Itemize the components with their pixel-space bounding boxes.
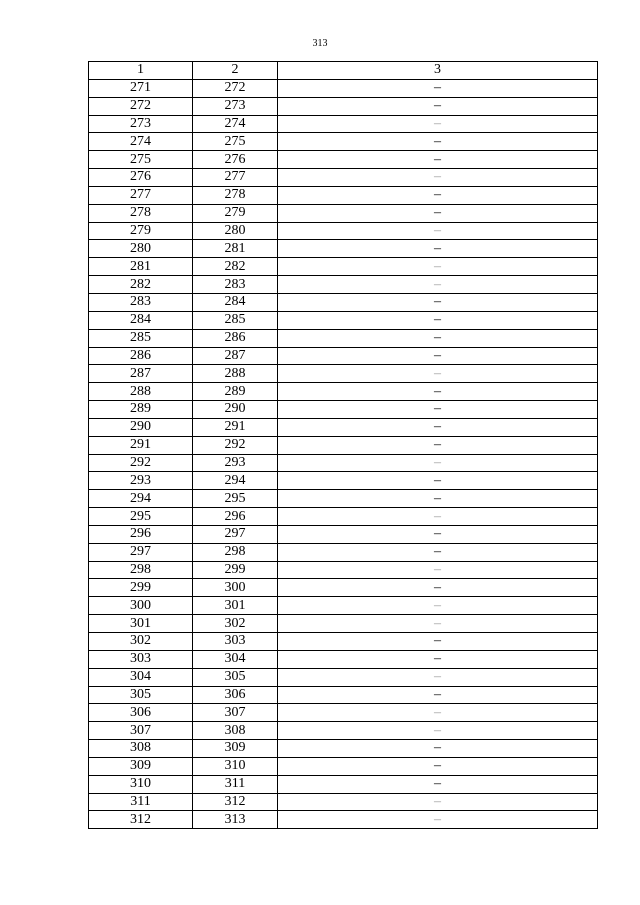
cell-col-1: 301: [89, 615, 193, 633]
cell-col-1: 273: [89, 115, 193, 133]
table-row: [89, 97, 598, 115]
cell-col-2: 283: [193, 276, 278, 294]
cell-col-1: 278: [89, 204, 193, 222]
cell-col-2: 291: [193, 418, 278, 436]
cell-col-3: –: [278, 508, 598, 526]
table-row: [89, 633, 598, 651]
table-row: [89, 383, 598, 401]
cell-col-1: 307: [89, 722, 193, 740]
cell-col-3: –: [278, 793, 598, 811]
cell-col-3: –: [278, 240, 598, 258]
table-row: [89, 740, 598, 758]
column-header-3: 3: [278, 62, 598, 80]
cell-col-2: 307: [193, 704, 278, 722]
cell-col-1: 285: [89, 329, 193, 347]
cell-col-2: 279: [193, 204, 278, 222]
cell-col-2: 305: [193, 668, 278, 686]
cell-col-3: –: [278, 525, 598, 543]
table-row: [89, 204, 598, 222]
table-row: [89, 722, 598, 740]
cell-col-1: 297: [89, 543, 193, 561]
cell-col-2: 272: [193, 79, 278, 97]
cell-col-1: 271: [89, 79, 193, 97]
table-row: [89, 472, 598, 490]
table-row: [89, 454, 598, 472]
cell-col-1: 303: [89, 650, 193, 668]
cell-col-2: 311: [193, 775, 278, 793]
table-row: [89, 329, 598, 347]
cell-col-3: –: [278, 222, 598, 240]
cell-col-1: 291: [89, 436, 193, 454]
cell-col-1: 286: [89, 347, 193, 365]
cell-col-3: –: [278, 79, 598, 97]
cell-col-3: –: [278, 686, 598, 704]
cell-col-3: –: [278, 133, 598, 151]
table-row: [89, 615, 598, 633]
cell-col-1: 274: [89, 133, 193, 151]
cell-col-1: 292: [89, 454, 193, 472]
cell-col-1: 289: [89, 401, 193, 419]
cell-col-2: 293: [193, 454, 278, 472]
cell-col-2: 304: [193, 650, 278, 668]
cell-col-2: 274: [193, 115, 278, 133]
cell-col-2: 295: [193, 490, 278, 508]
cell-col-3: –: [278, 615, 598, 633]
cell-col-2: 287: [193, 347, 278, 365]
table-row: [89, 525, 598, 543]
cell-col-2: 289: [193, 383, 278, 401]
page-number: 313: [312, 38, 328, 49]
table-row: [89, 436, 598, 454]
cell-col-1: 295: [89, 508, 193, 526]
cell-col-2: 300: [193, 579, 278, 597]
cell-col-2: 280: [193, 222, 278, 240]
cell-col-1: 281: [89, 258, 193, 276]
table-row: [89, 757, 598, 775]
table-row: [89, 686, 598, 704]
table-row: [89, 365, 598, 383]
cell-col-2: 276: [193, 151, 278, 169]
cell-col-1: 302: [89, 633, 193, 651]
cell-col-2: 312: [193, 793, 278, 811]
cell-col-3: –: [278, 704, 598, 722]
cell-col-3: –: [278, 186, 598, 204]
cell-col-3: –: [278, 811, 598, 829]
table-row: [89, 704, 598, 722]
cell-col-2: 313: [193, 811, 278, 829]
cell-col-2: 296: [193, 508, 278, 526]
table-row: [89, 597, 598, 615]
cell-col-1: 308: [89, 740, 193, 758]
cell-col-2: 282: [193, 258, 278, 276]
table-row: [89, 222, 598, 240]
cell-col-3: –: [278, 472, 598, 490]
cell-col-2: 286: [193, 329, 278, 347]
cell-col-2: 309: [193, 740, 278, 758]
cell-col-3: –: [278, 722, 598, 740]
cell-col-2: 284: [193, 293, 278, 311]
data-table: [88, 61, 598, 829]
cell-col-1: 290: [89, 418, 193, 436]
table-row: [89, 79, 598, 97]
cell-col-1: 276: [89, 169, 193, 187]
table-row: [89, 293, 598, 311]
cell-col-3: –: [278, 579, 598, 597]
cell-col-3: –: [278, 418, 598, 436]
cell-col-3: –: [278, 454, 598, 472]
table-row: [89, 508, 598, 526]
table-row: [89, 668, 598, 686]
cell-col-1: 280: [89, 240, 193, 258]
cell-col-1: 277: [89, 186, 193, 204]
table-row: [89, 347, 598, 365]
cell-col-1: 288: [89, 383, 193, 401]
cell-col-3: –: [278, 365, 598, 383]
cell-col-1: 305: [89, 686, 193, 704]
cell-col-1: 293: [89, 472, 193, 490]
table-row: [89, 258, 598, 276]
cell-col-3: –: [278, 347, 598, 365]
cell-col-2: 285: [193, 311, 278, 329]
column-header-1: 1: [89, 62, 193, 80]
cell-col-1: 309: [89, 757, 193, 775]
cell-col-1: 283: [89, 293, 193, 311]
table-row: [89, 775, 598, 793]
cell-col-3: –: [278, 115, 598, 133]
cell-col-2: 298: [193, 543, 278, 561]
cell-col-2: 301: [193, 597, 278, 615]
cell-col-2: 303: [193, 633, 278, 651]
cell-col-2: 302: [193, 615, 278, 633]
cell-col-2: 278: [193, 186, 278, 204]
cell-col-3: –: [278, 258, 598, 276]
table-row: [89, 650, 598, 668]
table-body: [89, 79, 598, 828]
header-row: [89, 62, 598, 80]
cell-col-3: –: [278, 490, 598, 508]
cell-col-3: –: [278, 293, 598, 311]
cell-col-1: 311: [89, 793, 193, 811]
cell-col-2: 288: [193, 365, 278, 383]
cell-col-3: –: [278, 650, 598, 668]
cell-col-2: 294: [193, 472, 278, 490]
cell-col-3: –: [278, 740, 598, 758]
cell-col-1: 304: [89, 668, 193, 686]
cell-col-3: –: [278, 401, 598, 419]
cell-col-3: –: [278, 97, 598, 115]
cell-col-1: 294: [89, 490, 193, 508]
cell-col-3: –: [278, 597, 598, 615]
table-row: [89, 186, 598, 204]
cell-col-1: 279: [89, 222, 193, 240]
table-row: [89, 133, 598, 151]
cell-col-1: 312: [89, 811, 193, 829]
table-row: [89, 151, 598, 169]
cell-col-1: 287: [89, 365, 193, 383]
cell-col-1: 306: [89, 704, 193, 722]
cell-col-1: 298: [89, 561, 193, 579]
cell-col-2: 290: [193, 401, 278, 419]
cell-col-1: 282: [89, 276, 193, 294]
cell-col-2: 281: [193, 240, 278, 258]
cell-col-3: –: [278, 633, 598, 651]
table-row: [89, 579, 598, 597]
cell-col-3: –: [278, 151, 598, 169]
cell-col-3: –: [278, 775, 598, 793]
table-row: [89, 240, 598, 258]
table-row: [89, 401, 598, 419]
table-row: [89, 311, 598, 329]
table-header: [89, 62, 598, 80]
cell-col-3: –: [278, 204, 598, 222]
cell-col-3: –: [278, 757, 598, 775]
table-row: [89, 561, 598, 579]
table-row: [89, 490, 598, 508]
cell-col-2: 275: [193, 133, 278, 151]
cell-col-1: 272: [89, 97, 193, 115]
cell-col-1: 284: [89, 311, 193, 329]
cell-col-3: –: [278, 276, 598, 294]
cell-col-1: 310: [89, 775, 193, 793]
cell-col-1: 299: [89, 579, 193, 597]
cell-col-3: –: [278, 436, 598, 454]
cell-col-3: –: [278, 169, 598, 187]
cell-col-2: 277: [193, 169, 278, 187]
cell-col-3: –: [278, 561, 598, 579]
column-header-2: 2: [193, 62, 278, 80]
cell-col-3: –: [278, 543, 598, 561]
table-row: [89, 811, 598, 829]
table-row: [89, 543, 598, 561]
table-row: [89, 793, 598, 811]
cell-col-1: 275: [89, 151, 193, 169]
cell-col-2: 297: [193, 525, 278, 543]
table-row: [89, 276, 598, 294]
table-row: [89, 115, 598, 133]
cell-col-2: 273: [193, 97, 278, 115]
cell-col-2: 292: [193, 436, 278, 454]
cell-col-3: –: [278, 383, 598, 401]
cell-col-2: 299: [193, 561, 278, 579]
cell-col-2: 310: [193, 757, 278, 775]
cell-col-2: 308: [193, 722, 278, 740]
table-row: [89, 418, 598, 436]
cell-col-2: 306: [193, 686, 278, 704]
cell-col-3: –: [278, 311, 598, 329]
cell-col-1: 296: [89, 525, 193, 543]
cell-col-3: –: [278, 668, 598, 686]
cell-col-3: –: [278, 329, 598, 347]
cell-col-1: 300: [89, 597, 193, 615]
table-row: [89, 169, 598, 187]
